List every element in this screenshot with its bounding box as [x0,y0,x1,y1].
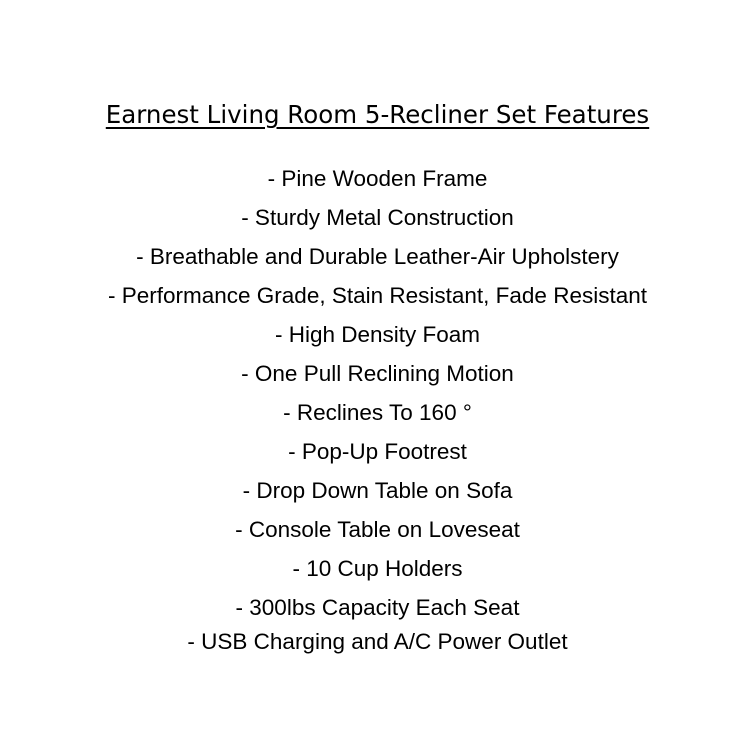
list-item: - Sturdy Metal Construction [241,205,514,230]
feature-list [0,159,755,663]
list-item: - Reclines To 160 ° [283,400,472,425]
list-item: - Performance Grade, Stain Resistant, Fade Resistant [108,283,647,308]
list-item: - Drop Down Table on Sofa [242,478,513,503]
list-item: - High Density Foam [274,322,481,347]
list-item: - One Pull Reclining Motion [241,361,514,386]
list-item: - Console Table on Loveseat [235,517,520,542]
list-item: - USB Charging and A/C Power Outlet [187,629,568,654]
list-item: - 300lbs Capacity Each Seat [235,595,520,620]
page-title: Earnest Living Room 5-Recliner Set Features [105,100,650,129]
list-item: - Pine Wooden Frame [267,166,488,191]
list-item: - 10 Cup Holders [292,556,463,581]
list-item: - Pop-Up Footrest [288,439,467,464]
list-item: - Breathable and Durable Leather-Air Upholstery [136,244,619,269]
